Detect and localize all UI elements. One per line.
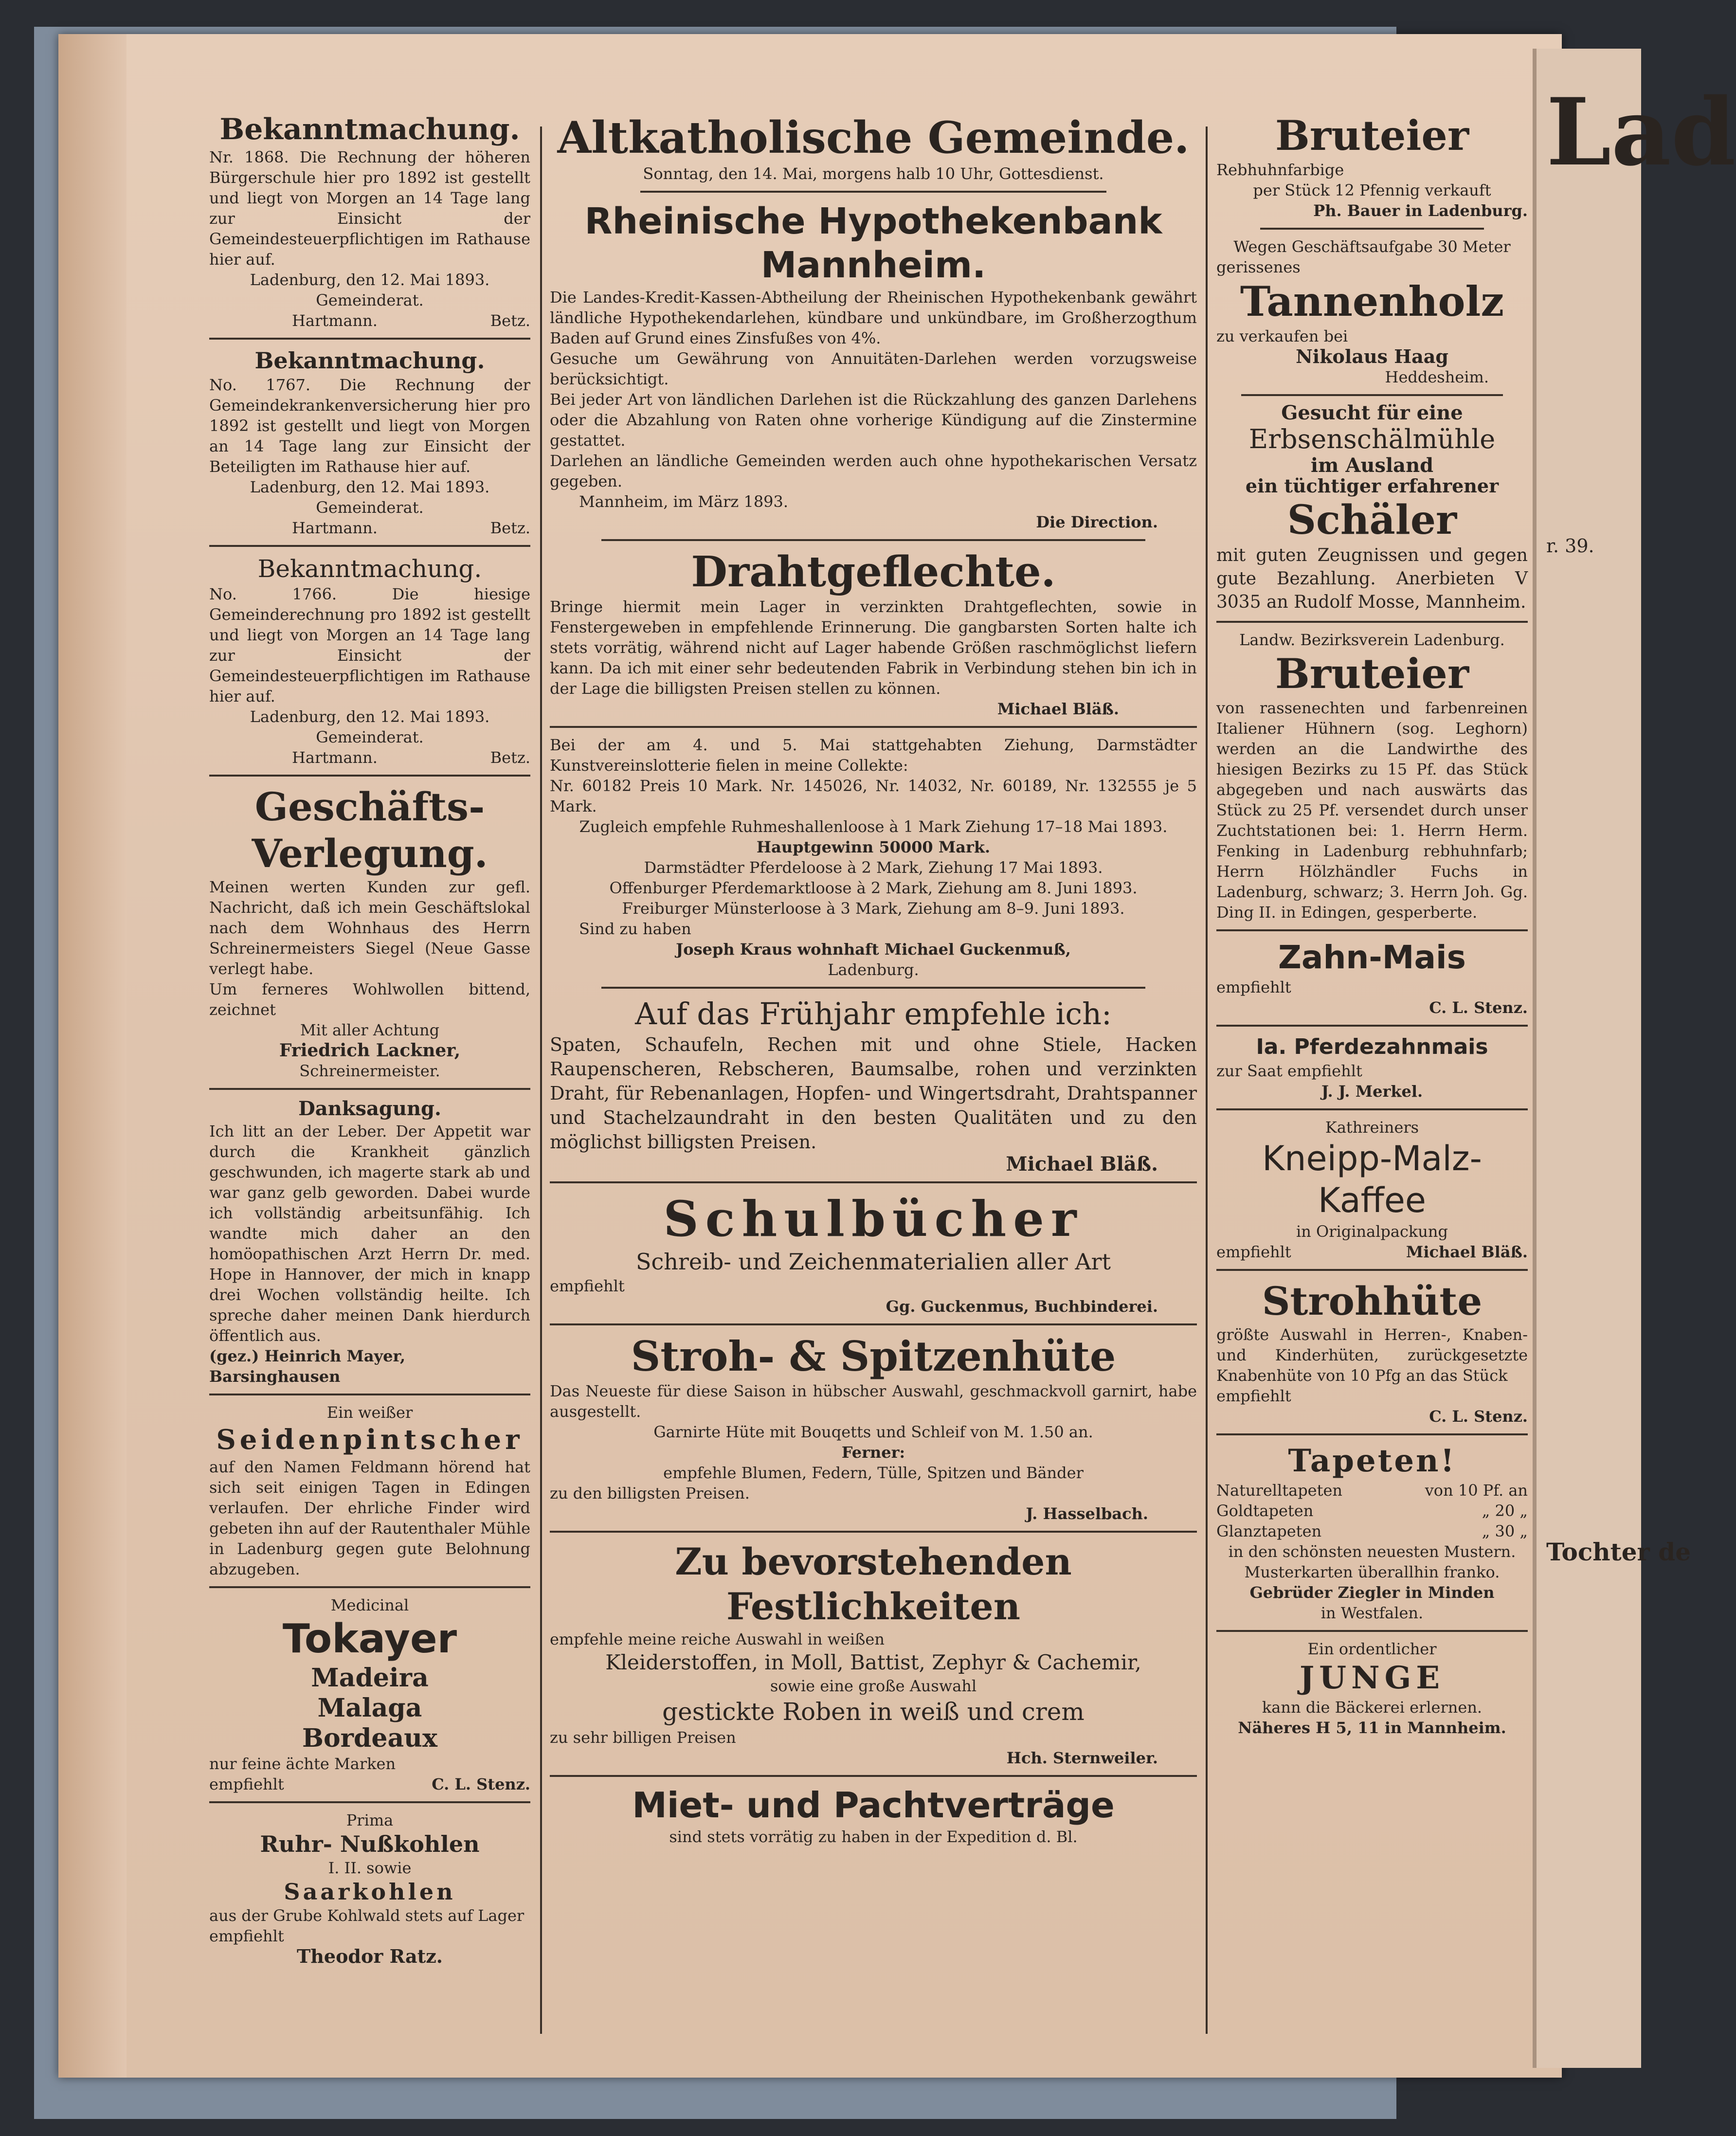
ad-body: auf den Namen Feldmann hörend hat sich seit einigen Tagen in Edingen verlaufen. Der ehrliche Finder wird gebeten ihn auf der Rautenthaler Mühle in Ladenburg gegen gute Belohnung abzugeben. (209, 1458, 530, 1578)
ad-line: empfehle Blumen, Federn, Tülle, Spitzen und Bänder (663, 1464, 1084, 1482)
signature-extra: Betz. (490, 519, 530, 537)
signature-name: Hartmann. (292, 748, 378, 767)
ad-coal (209, 1810, 530, 1967)
ad-closing: Mit aller Achtung (300, 1021, 440, 1039)
column-divider-2 (1206, 127, 1208, 2034)
page-edge-shadow (58, 34, 127, 2078)
ad-title: Schulbücher (663, 1190, 1084, 1248)
separator (550, 1323, 1197, 1325)
notice-office: Gemeinderat. (316, 498, 424, 517)
ad-hatching-eggs-association (1216, 630, 1528, 923)
ad-body-4: Darlehen an ländliche Gemeinden werden auch ohne hypothekarischen Versatz gegeben. (550, 452, 1197, 490)
notice-signatures (209, 310, 530, 331)
ad-body-2: Um ferneres Wohlwollen bittend, zeichnet (209, 980, 530, 1019)
ad-line: ein tüchtiger erfahrener (1245, 475, 1499, 497)
separator (209, 338, 530, 340)
ad-lease-contracts (550, 1784, 1197, 1847)
separator (1216, 929, 1528, 931)
ad-title: Ruhr- Nußkohlen (260, 1831, 480, 1857)
ad-line: Rebhuhnfarbige (1216, 161, 1344, 179)
ad-title: Strohhüte (1262, 1278, 1483, 1324)
ad-line: Sind zu haben (579, 920, 691, 938)
ad-signature: Michael Bläß. (1406, 1243, 1528, 1261)
ad-title: Tannenholz (1240, 277, 1504, 326)
ad-place: Ladenburg. (828, 960, 919, 979)
separator (640, 191, 1106, 193)
ad-body: Spaten, Schaufeln, Rechen mit und ohne Stiele, Hacken Raupenscheren, Rebscheren, Baumsalbe, rohen und verzinkten Draht, für Rebenanlagen, Hopfen- und Wingertsdraht, Drahtspanner und Stachelzaundraht in den besten Qualitäten und zu den möglichst billigsten Preisen. (550, 1034, 1197, 1153)
ad-title-line1: Rheinische Hypothekenbank (584, 200, 1162, 242)
ad-line: Darmstädter Pferdeloose à 2 Mark, Ziehung 17 Mai 1893. (644, 858, 1103, 877)
price-row (1216, 1480, 1528, 1501)
price-value: „ 30 „ (1482, 1522, 1528, 1540)
ad-body-1: Die Landes-Kredit-Kassen-Abtheilung der Rheinischen Hypothekenbank gewährt ländliche Hypothekendarlehen, kündbare und unkündbare, im Großherzogthum Baden auf Grund eines Zinsfußes von 4%. (550, 288, 1197, 347)
ad-line: Musterkarten überallhin franko. (1244, 1563, 1500, 1581)
ad-line: kann die Bäckerei erlernen. (1262, 1698, 1483, 1717)
ad-trade: Schreinermeister. (299, 1062, 440, 1080)
ad-title: Bruteier (1275, 111, 1469, 160)
price-row (1216, 1501, 1528, 1521)
ad-line: gerissenes (1216, 258, 1301, 276)
ad-body-3: Bei jeder Art von ländlichen Darlehen ist die Rückzahlung des ganzen Darlehens oder die Abzahlung von Raten ohne vorherige Kündigung auf die Zinstermine gestattet. (550, 390, 1197, 450)
signature-extra: Betz. (490, 748, 530, 767)
ad-body: Bringe hiermit mein Lager in verzinkten Drahtgeflechten, sowie in Fenstergeweben in empfehlende Erinnerung. Die gangbarsten Sorten halte ich stets vorrätig, während nicht auf Lager habende Größen raschmöglichst liefern kann. Da ich mit einer sehr bedeutenden Fabrik in Verbindung stehen bin ich in der Lage die billigsten Preisen stellen zu können. (550, 597, 1197, 698)
separator (601, 987, 1145, 989)
ad-line: Zugleich empfehle Ruhmeshallenloose à 1 Mark Ziehung 17–18 Mai 1893. (579, 817, 1168, 836)
ad-title-line2: Kaffee (1318, 1180, 1426, 1220)
ad-title: Tapeten! (1288, 1443, 1456, 1479)
middle-column (550, 112, 1197, 1847)
ad-signature: Michael Bläß. (997, 700, 1119, 718)
price-item: Naturelltapeten (1216, 1481, 1343, 1500)
ad-line: Sonntag, den 14. Mai, morgens halb 10 Uhr, Gottesdienst. (643, 164, 1104, 183)
ad-kicker: Ein weißer (326, 1403, 413, 1422)
ad-line: Offenburger Pferdemarktloose à 2 Mark, Ziehung am 8. Juni 1893. (609, 879, 1138, 897)
ad-line: sind stets vorrätig zu haben in der Expedition d. Bl. (669, 1828, 1078, 1846)
separator (209, 1088, 530, 1090)
ad-signature: Gg. Guckenmus, Buchbinderei. (886, 1297, 1158, 1316)
separator (1216, 1433, 1528, 1435)
notice-title: Bekanntmachung. (254, 347, 485, 374)
ad-spring-tools (550, 996, 1197, 1175)
ad-title-2: Schäler (1287, 497, 1457, 543)
ad-pea-mill-job (1216, 403, 1528, 614)
ad-title-2: Saarkohlen (284, 1879, 456, 1905)
ad-line: in den schönsten neuesten Mustern. (1228, 1542, 1516, 1561)
notice-date: Ladenburg, den 12. Mai 1893. (250, 707, 490, 726)
separator (601, 539, 1145, 541)
ad-wire-mesh (550, 548, 1197, 719)
notice-date: Ladenburg, den 12. Mai 1893. (250, 271, 490, 289)
ad-signature-row (209, 1774, 530, 1794)
ad-apprentice (1216, 1639, 1528, 1738)
ad-signature: C. L. Stenz. (1429, 1407, 1528, 1426)
ad-line: sowie eine große Auswahl (770, 1677, 977, 1695)
ad-body: Meinen werten Kunden zur gefl. Nachricht, daß ich mein Geschäftslokal nach dem Wohnhaus des Herrn Schreinermeisters Siegel (Neue Gasse verlegt habe. (209, 878, 530, 978)
ad-signature-row (1216, 1242, 1528, 1262)
separator (1216, 1108, 1528, 1110)
signature-extra: Betz. (490, 311, 530, 330)
ad-line: zu den billigsten Preisen. (550, 1484, 750, 1502)
separator (209, 545, 530, 547)
ad-lottery (550, 735, 1197, 980)
ad-line: per Stück 12 Pfennig verkauft (1253, 181, 1491, 199)
notice-office: Gemeinderat. (316, 291, 424, 309)
separator (1216, 1630, 1528, 1632)
ad-title: Ia. Pferdezahnmais (1256, 1034, 1488, 1059)
right-column (1216, 112, 1528, 1738)
ad-line: in Originalpackung (1296, 1222, 1448, 1241)
ad-title: Stroh- & Spitzenhüte (631, 1332, 1116, 1380)
ad-title: Erbsenschälmühle (1248, 424, 1496, 454)
notice-body: No. 1766. Die hiesige Gemeinderechnung pro 1892 ist gestellt und liegt von Morgen an 14 Tage lang zur Einsicht der Gemeindesteuerpflichtigen im Rathause hier auf. (209, 585, 530, 706)
notice-date: Ladenburg, den 12. Mai 1893. (250, 478, 490, 496)
notice-body: No. 1767. Die Rechnung der Gemeindekrankenversicherung hier pro 1892 ist gestellt und liegt von Morgen an 14 Tage lang zur Einsicht der Beteiligten im Rathause hier auf. (209, 376, 530, 476)
ad-signature: Nikolaus Haag (1296, 345, 1448, 367)
ad-body: Bei der am 4. und 5. Mai stattgehabten Ziehung, Darmstädter Kunstvereinslotterie fielen in meine Collekte: (550, 736, 1197, 775)
ad-verb: empfiehlt (550, 1277, 625, 1295)
ad-title-line1: Kneipp-Malz- (1262, 1139, 1482, 1178)
signature-name: Hartmann. (292, 519, 378, 537)
separator (209, 1586, 530, 1588)
adjacent-masthead: Lad (1546, 78, 1736, 186)
notice-health-insurance (209, 346, 530, 538)
price-item: Goldtapeten (1216, 1502, 1314, 1520)
ad-business-relocation (209, 783, 530, 1081)
notice-signatures (209, 747, 530, 768)
ad-verb: empfiehlt (209, 1775, 284, 1793)
ad-signature: Ph. Bauer in Ladenburg. (1313, 201, 1528, 220)
notice-title: Bekanntmachung. (219, 112, 520, 146)
ad-hatching-eggs-bauer (1216, 112, 1528, 221)
price-value: von 10 Pf. an (1425, 1481, 1528, 1500)
ad-body: Ich litt an der Leber. Der Appetit war durch die Krankheit gänzlich geschwunden, ich magerte stark ab und war ganz gelb geworden. Dabei wurde ich vollständig arbeitsunfähig. Ich wandte mich daher an den homöopathischen Arzt Herrn Dr. med. Hope in Hannover, der mich in knapp drei Wochen vollständig heilte. Ich spreche daher meinen Dank hierdurch öffentlich aus. (209, 1122, 530, 1345)
ad-lost-dog (209, 1402, 530, 1579)
ad-signature: Joseph Kraus wohnhaft Michael Guckenmuß, (676, 940, 1071, 959)
separator (1216, 1269, 1528, 1271)
ad-title: Auf das Frühjahr empfehle ich: (635, 996, 1112, 1032)
notice-signatures (209, 518, 530, 538)
ad-line: Wegen Geschäftsaufgabe 30 Meter (1233, 237, 1511, 256)
ad-verb: empfiehlt (1216, 1243, 1291, 1261)
separator (1216, 1025, 1528, 1027)
ad-line: Kleiderstoffen, in Moll, Battist, Zephyr & Cachemir, (605, 1650, 1141, 1674)
signature-name: Hartmann. (292, 311, 378, 330)
ad-signature: C. L. Stenz. (1429, 998, 1528, 1017)
ad-line: Gesucht für eine (1281, 401, 1463, 424)
notice-body: Nr. 1868. Die Rechnung der höheren Bürgerschule hier pro 1892 ist gestellt und liegt von Morgen an 14 Tage lang zur Einsicht der Gemeindesteuerpflichtigen im Rathause hier auf. (209, 148, 530, 269)
ad-numbers: Nr. 60182 Preis 10 Mark. Nr. 145026, Nr. 14032, Nr. 60189, Nr. 132555 je 5 Mark. (550, 777, 1197, 815)
ad-note: nur feine ächte Marken (209, 1755, 396, 1773)
ad-body-2: Gesuche um Gewährung von Annuitäten-Darlehen werden vorzugsweise berücksichtigt. (550, 349, 1197, 388)
ad-thanks (209, 1097, 530, 1387)
notice-municipal-accounts (209, 554, 530, 768)
ad-malt-coffee (1216, 1117, 1528, 1262)
ad-firewood (1216, 236, 1528, 387)
ad-title: Danksagung. (298, 1097, 441, 1120)
notice-old-catholic-parish (550, 112, 1197, 184)
adjacent-story-title: Tochter de (1546, 1538, 1691, 1566)
ad-school-books (550, 1190, 1197, 1317)
separator (209, 1801, 530, 1803)
ad-signature: Michael Bläß. (1006, 1153, 1158, 1176)
ad-kicker: Landw. Bezirksverein Ladenburg. (1239, 631, 1505, 649)
adjacent-page (1533, 49, 1736, 2068)
ad-title: Tokayer (282, 1616, 457, 1662)
ad-ferner: Ferner: (841, 1443, 905, 1462)
ad-title: Drahtgeflechte. (691, 547, 1056, 597)
ad-line: Malaga (317, 1693, 422, 1723)
ad-line: im Ausland (1310, 454, 1434, 477)
ad-body: Das Neueste für diese Saison in hübscher Auswahl, geschmackvoll garnirt, habe ausgestellt. (550, 1382, 1197, 1421)
separator (550, 1181, 1197, 1183)
ad-title-line2: Mannheim. (760, 244, 986, 286)
ad-title: Bruteier (1275, 650, 1469, 698)
separator (209, 1394, 530, 1395)
ad-line: Bordeaux (302, 1723, 437, 1753)
ad-title: Zahn-Mais (1278, 939, 1466, 976)
ad-kicker: Kathreiners (1325, 1118, 1419, 1137)
notice-school-accounts (209, 112, 530, 331)
ad-line: empfehle meine reiche Auswahl in weißen (550, 1630, 885, 1648)
ad-straw-hats-stenz (1216, 1278, 1528, 1427)
ad-address: Näheres H 5, 11 in Mannheim. (1238, 1719, 1506, 1737)
separator (550, 1531, 1197, 1533)
ad-date: Mannheim, im März 1893. (579, 492, 789, 511)
ad-body: aus der Grube Kohlwald stets auf Lager (209, 1906, 524, 1925)
ad-horse-tooth-corn (1216, 1033, 1528, 1102)
ad-line: gestickte Roben in weiß und crem (662, 1698, 1085, 1726)
ad-signature: J. J. Merkel. (1321, 1082, 1423, 1101)
ad-line: Madeira (311, 1663, 429, 1693)
ad-title-line2: Verlegung. (252, 831, 488, 876)
ad-signature: Theodor Ratz. (296, 1945, 443, 1967)
separator (550, 726, 1197, 728)
ad-title-line1: Geschäfts- (254, 784, 485, 830)
ad-body: von rassenechten und farbenreinen Italiener Hühnern (sog. Leghorn) werden an die Landwirthe des hiesigen Bezirks zu 15 Pf. das Stück abgegeben und nach auswärts das Stück zu 25 Pf. versendet durch unser Zuchtstationen bei: 1. Herrn Herm. Fenking in Ladenburg rebhuhnfarb; Herrn Hölzhändler Fuchs in Ladenburg, schwarz; 3. Herrn Joh. Gg. Ding II. in Edingen, gesperberte. (1216, 699, 1528, 922)
ad-straw-hats (550, 1332, 1197, 1524)
ad-body: mit guten Zeugnissen und gegen gute Bezahlung. Anerbieten V 3035 an Rudolf Mosse, Mannheim. (1216, 545, 1528, 612)
ad-signature: Hch. Sternweiler. (1006, 1749, 1158, 1767)
ad-signature: Friedrich Lackner, (279, 1040, 461, 1061)
ad-title: Altkatholische Gemeinde. (557, 112, 1190, 163)
ad-signature: J. Hasselbach. (1026, 1504, 1148, 1523)
separator (550, 1775, 1197, 1777)
column-divider-1 (540, 127, 542, 2034)
separator (209, 775, 530, 777)
ad-body: größte Auswahl in Herren-, Knaben- und Kinderhüten, zurückgesetzte Knabenhüte von 10 Pfg an das Stück (1216, 1325, 1528, 1385)
separator (1260, 228, 1484, 230)
separator (1216, 621, 1528, 623)
adjacent-issue-number: r. 39. (1546, 535, 1594, 557)
ad-line: Hauptgewinn 50000 Mark. (756, 838, 991, 856)
ad-place: in Westfalen. (1320, 1604, 1424, 1622)
ad-title: Zu bevorstehenden Festlichkeiten (675, 1540, 1072, 1628)
left-column (209, 112, 530, 1967)
ad-verb: empfiehlt (209, 1927, 284, 1945)
ad-line: zu sehr billigen Preisen (550, 1728, 736, 1747)
ad-title: Seidenpintscher (216, 1424, 524, 1456)
ad-line: I. II. sowie (328, 1859, 412, 1877)
ad-verb: empfiehlt (1216, 978, 1291, 996)
ad-line: Schreib- und Zeichenmaterialien aller Art (635, 1249, 1111, 1275)
ad-line: zu verkaufen bei (1216, 327, 1348, 345)
ad-line: zur Saat empfiehlt (1216, 1062, 1362, 1080)
ad-title: JUNGE (1299, 1660, 1445, 1696)
price-value: „ 20 „ (1482, 1502, 1528, 1520)
ad-kicker: Prima (346, 1811, 394, 1829)
ad-line: Freiburger Münsterloose à 3 Mark, Ziehung am 8–9. Juni 1893. (622, 899, 1125, 918)
notice-office: Gemeinderat. (316, 728, 424, 746)
price-item: Glanztapeten (1216, 1522, 1322, 1540)
ad-signature: Gebrüder Ziegler in Minden (1249, 1583, 1495, 1602)
ad-festivities (550, 1539, 1197, 1768)
ad-line: Garnirte Hüte mit Bouqetts und Schleif von M. 1.50 an. (653, 1423, 1093, 1441)
ad-dent-corn (1216, 938, 1528, 1018)
ad-kicker: Ein ordentlicher (1307, 1640, 1437, 1658)
ad-signature: (gez.) Heinrich Mayer, Barsinghausen (209, 1347, 406, 1386)
notice-title: Bekanntmachung. (257, 555, 482, 583)
ad-wallpaper (1216, 1442, 1528, 1623)
ad-rheinische-hypothekenbank (550, 199, 1197, 532)
ad-signature: Die Direction. (1036, 513, 1158, 531)
ad-wines (209, 1595, 530, 1794)
ad-kicker: Medicinal (330, 1596, 409, 1614)
ad-title: Miet- und Pachtverträge (632, 1785, 1115, 1826)
separator (1241, 394, 1503, 396)
ad-signature: C. L. Stenz. (432, 1775, 530, 1793)
ad-verb: empfiehlt (1216, 1387, 1291, 1405)
price-row (1216, 1521, 1528, 1541)
ad-place: Heddesheim. (1385, 368, 1489, 386)
